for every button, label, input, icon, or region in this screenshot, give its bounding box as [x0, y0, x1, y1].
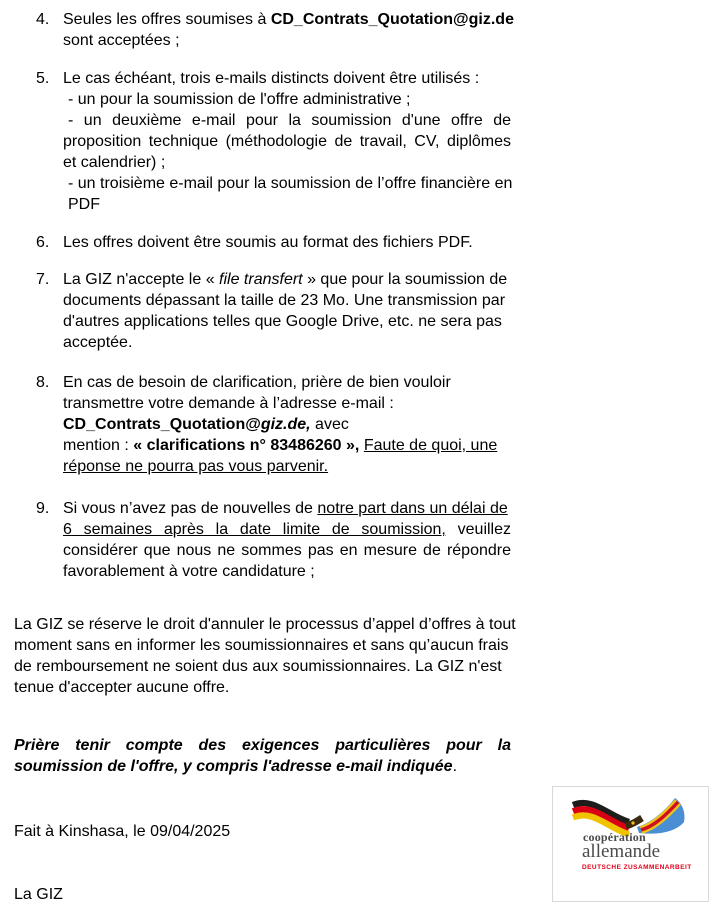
text-line [63, 68, 511, 89]
closing-signature: La GIZ [14, 886, 63, 903]
text-run: moment sans en informer les soumissionnaires et sans qu’aucun frais [14, 637, 509, 654]
text-run: Prière tenir compte des exigences particulières pour la [14, 737, 511, 754]
text-line [63, 311, 511, 332]
text-run: acceptée. [63, 334, 133, 351]
list-item-number: 6. [36, 234, 50, 251]
text-run: favorablement à votre candidature ; [63, 563, 315, 580]
text-line [63, 110, 511, 131]
text-run: - un troisième e-mail pour la soumission de l’offre financière en [68, 175, 513, 192]
numbered-list [0, 9, 711, 582]
text-line [63, 30, 511, 51]
text-run: PDF [68, 196, 100, 213]
list-item [36, 269, 711, 353]
text-line [63, 519, 511, 540]
text-line [14, 735, 511, 756]
list-item [36, 372, 711, 477]
text-line [63, 131, 511, 152]
list-item-body [63, 9, 514, 51]
list-item-body [63, 269, 511, 353]
text-line [63, 9, 514, 30]
text-run: Seules les offres soumises à [63, 11, 271, 28]
list-item [36, 68, 711, 215]
text-run: considérer que nous ne sommes pas en mesure de répondre [63, 542, 511, 559]
list-item-body [63, 68, 511, 215]
text-run: Faute de quoi, une [363, 437, 498, 454]
text-line [63, 372, 511, 393]
text-run: veuillez [445, 521, 512, 538]
text-run: Les offres doivent être soumis au format des fichiers PDF. [63, 234, 473, 251]
list-item-number: 7. [36, 271, 50, 288]
text-line [63, 393, 511, 414]
drc-flag-star [631, 821, 634, 824]
text-run: En cas de besoin de clarification, prière de bien vouloir [63, 374, 451, 391]
text-run: - un deuxième e-mail pour la soumission d'une offre de [68, 112, 511, 129]
logo-caption-allemande: allemande [582, 841, 661, 862]
text-line [63, 332, 511, 353]
text-run: - un pour la soumission de l'offre administrative ; [68, 91, 411, 108]
text-run: mention : [63, 437, 134, 454]
list-item-number: 4. [36, 11, 50, 28]
text-run: transmettre votre demande à l’adresse e-mail : [63, 395, 394, 412]
text-line [14, 614, 516, 635]
text-run: documents dépassant la taille de 23 Mo. Une transmission par [63, 292, 506, 309]
text-line [14, 677, 511, 698]
text-run: file transfert [219, 271, 303, 288]
cancellation-notice [14, 614, 516, 698]
text-run: CD_Contrats_Quotation@ [63, 416, 261, 433]
paragraphs [0, 614, 711, 777]
text-run: giz.de, [260, 416, 311, 433]
text-run: et calendrier) ; [63, 154, 166, 171]
german-cooperation-logo [552, 786, 709, 902]
text-line [63, 173, 511, 194]
text-line [63, 414, 511, 435]
text-line [63, 540, 511, 561]
text-run: La GIZ n'accepte le « [63, 271, 220, 288]
text-line [14, 656, 511, 677]
text-line [63, 290, 511, 311]
text-run: » que pour la soumission de [302, 271, 508, 288]
text-line [63, 194, 511, 215]
text-run: Si vous n’avez pas de nouvelles de [63, 500, 318, 517]
text-run: de remboursement ne soient dus aux soumissionnaires. La GIZ n'est [14, 658, 502, 675]
text-line [63, 456, 511, 477]
text-run: « clarifications n° 83486260 », [133, 437, 360, 454]
list-item [36, 9, 711, 51]
text-run: tenue d'accepter aucune offre. [14, 679, 230, 696]
logo-caption-cooperation: coopération [583, 830, 646, 844]
logo-caption-deutsche-zusammenarbeit: DEUTSCHE ZUSAMMENARBEIT [582, 864, 692, 871]
text-run: CD_Contrats_Quotation@giz.de [270, 11, 514, 28]
text-run: avec [310, 416, 349, 433]
text-line [63, 89, 511, 110]
text-line [63, 498, 511, 519]
text-line [63, 152, 511, 173]
text-line [63, 269, 511, 290]
text-line [63, 435, 511, 456]
text-run: proposition technique (méthodologie de travail, CV, diplômes [63, 133, 511, 150]
list-item-body [63, 232, 511, 253]
text-line [63, 232, 511, 253]
text-run: 6 semaines après la date limite de soumission, [63, 521, 446, 538]
text-run: sont acceptées ; [63, 32, 180, 49]
list-item-body [63, 372, 511, 477]
list-item-number: 9. [36, 500, 50, 517]
text-line [14, 635, 511, 656]
text-run: notre part dans un délai de [317, 500, 508, 517]
text-run: La GIZ se réserve le droit d'annuler le processus d’appel d’offres à tout [14, 616, 516, 633]
list-item [36, 232, 711, 253]
text-run: d'autres applications telles que Google Drive, etc. ne sera pas [63, 313, 502, 330]
text-run: Le cas échéant, trois e-mails distincts doivent être utilisés : [63, 70, 480, 87]
text-run: . [452, 758, 458, 775]
list-item-number: 8. [36, 374, 50, 391]
text-line [63, 561, 511, 582]
text-run: réponse ne pourra pas vous parvenir. [63, 458, 329, 475]
list-item-number: 5. [36, 70, 50, 87]
list-item [36, 498, 711, 582]
special-requirements [14, 735, 511, 777]
text-line [14, 756, 511, 777]
text-run: soumission de l'offre, y compris l'adresse e-mail indiquée [14, 758, 453, 775]
closing-place-date: Fait à Kinshasa, le 09/04/2025 [14, 823, 231, 840]
list-item-body [63, 498, 511, 582]
